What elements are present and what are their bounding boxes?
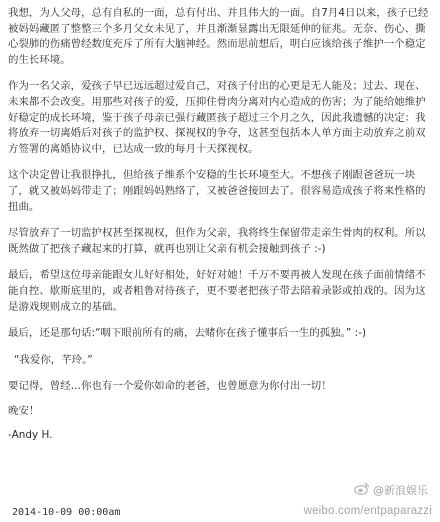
paragraph-1: 我想，为人父母，总有自私的一面，总有付出、并且伟大的一面。自7月4日以来，孩子已经被妈妈藏匿了整整三个多月父女未见了，并且渐渐显露出无限延伸的征兆。无奈、伤心、撕心裂肺的伤痛曾经数度充斥了所有大脑神经。然而思前想后，明白应该给孩子维护一个稳定的生长环境。	[8, 7, 429, 66]
watermark-brand-text: @新浪娱乐	[373, 484, 428, 497]
weibo-icon	[354, 482, 370, 498]
watermark-brand	[354, 482, 428, 498]
signature: -Andy H.	[8, 429, 53, 442]
paragraph-8: 要记得，曾经…你也有一个爱你如命的老爸，也曾愿意为你付出一切！	[8, 380, 332, 393]
paragraph-7-quote: “我爱你，芊玲。”	[14, 353, 93, 366]
footer	[0, 462, 440, 522]
paragraph-9: 晚安！	[8, 404, 40, 417]
post-timestamp: 2014-10-09 00:00am	[12, 507, 121, 518]
paragraph-3: 这个决定曾让我很挣扎，但给孩子维系个安稳的生长环境至大。不想孩子刚跟爸爸玩一块了，就又被妈妈带走了；刚跟妈妈熟络了，又被爸爸接回去了。很容易造成孩子将来性格的扭曲。	[8, 169, 426, 213]
paragraph-2: 作为一名父亲，爱孩子早已远远超过爱自己，对孩子付出的心更是无人能及；过去、现在、未来都不会改变。用那些对孩子的爱，压抑住骨肉分离对内心造成的伤害；为了能给她维护好稳定的成长环境，鉴于孩子母亲已强行藏匿孩子超过三个月之久，因此我遗憾的决定：我将放弃一切离婚后对孩子的监护权、探视权的争夺，这甚至包括本人单方面主动放弃之前双方签署的离婚协议中，已达成一致的每月十天探视权。	[8, 80, 426, 155]
paragraph-5: 最后，希望这位母亲能跟女儿好好相处，好好对她！千万不要再被人发现在孩子面前情绪不能自控、歇斯底里的，或者粗鲁对待孩子，更不要老把孩子带去陪着录影或拍戏的。因为这是游戏规则成立的基础。	[8, 269, 426, 313]
paragraph-4: 尽管放弃了一切监护权甚至探视权，但作为父亲，我将终生保留带走亲生骨肉的权利。所以既然做了把孩子藏起来的打算，就再也别让父亲有机会接触到孩子 :-)	[8, 227, 426, 255]
watermark-url: weibo.com/entpaparazzi	[303, 505, 432, 517]
paragraph-6: 最后，还是那句话:“咽下眼前所有的痛，去赌你在孩子懂事后一生的孤独。” :-)	[8, 327, 367, 340]
